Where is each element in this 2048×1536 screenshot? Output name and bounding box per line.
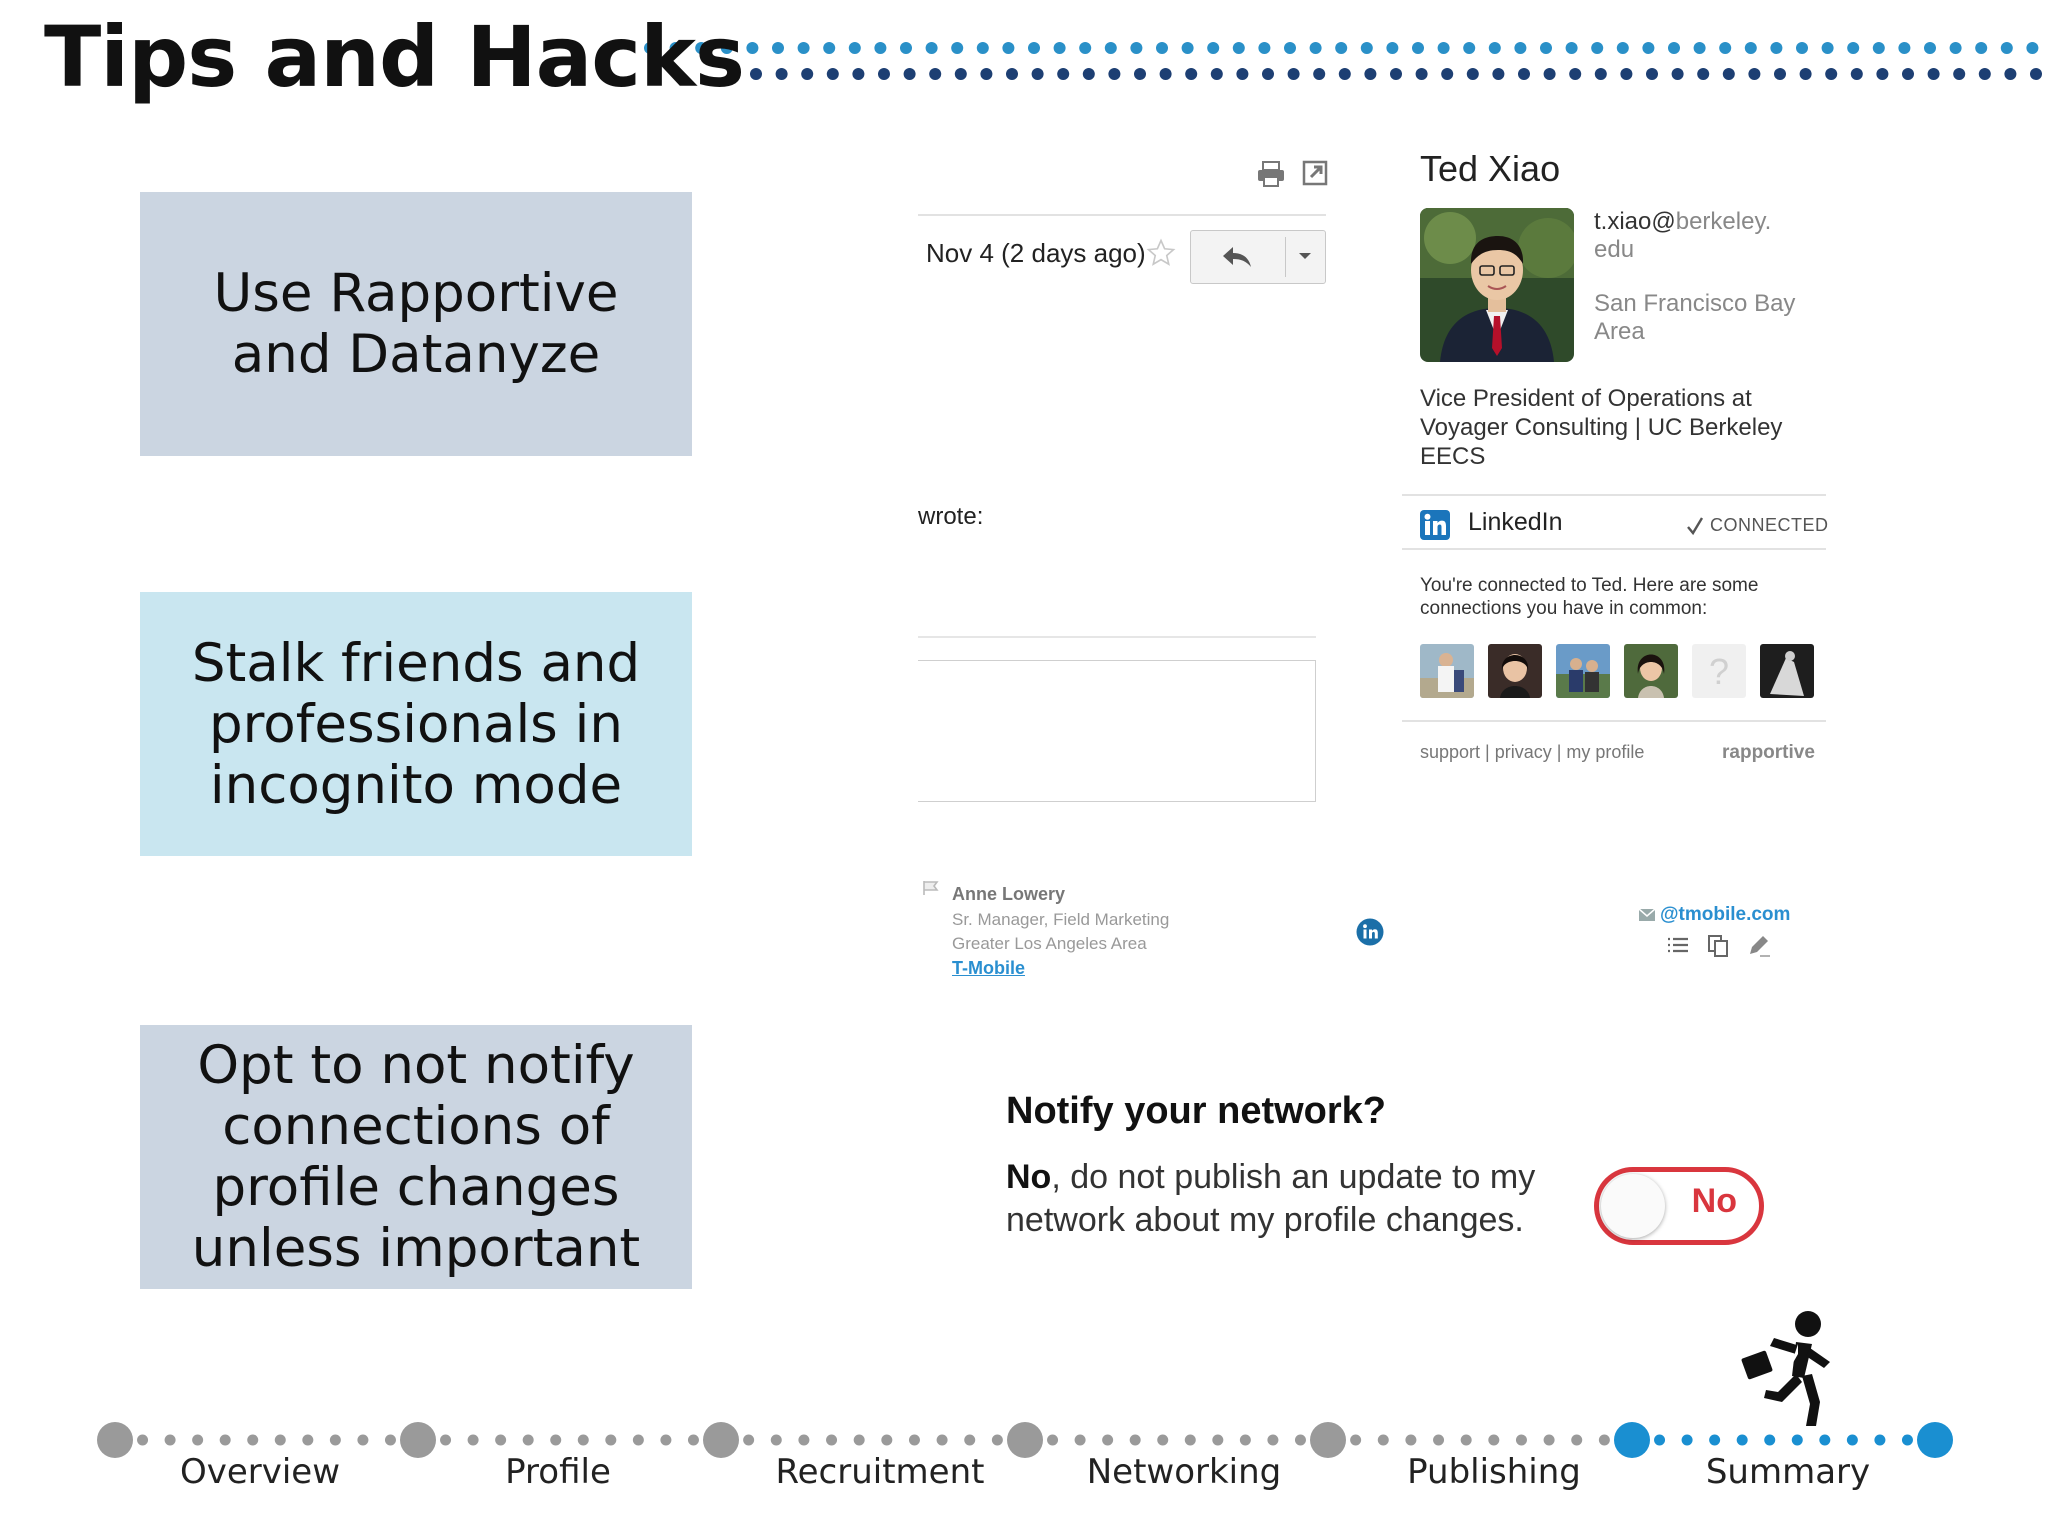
contact-location: Greater Los Angeles Area <box>952 934 1147 953</box>
header-dot <box>980 68 992 80</box>
tip-text: Use Rapportive and Datanyze <box>213 263 619 385</box>
nav-item-recruitment[interactable]: Recruitment <box>775 1452 985 1492</box>
connection-status: CONNECTED <box>1710 515 1829 535</box>
header-dot <box>1211 68 1223 80</box>
timeline-dot <box>1185 1435 1196 1446</box>
header-dot <box>1438 42 1450 54</box>
timeline-dot <box>1488 1435 1499 1446</box>
header-dot <box>1489 42 1501 54</box>
timeline-dot <box>1130 1435 1141 1446</box>
rapportive-brand[interactable]: rapportive <box>1722 742 1815 763</box>
header-dot <box>798 42 810 54</box>
header-dot <box>1540 42 1552 54</box>
header-dot <box>1851 68 1863 80</box>
header-dot <box>878 68 890 80</box>
contact-email[interactable] <box>1594 208 1771 264</box>
header-dot <box>1518 68 1530 80</box>
connection-avatar[interactable] <box>1760 644 1814 698</box>
email-date: Nov 4 (2 days ago) <box>926 238 1146 268</box>
header-dot <box>1770 42 1782 54</box>
company-link[interactable]: T-Mobile <box>952 958 1025 978</box>
copy-icon[interactable] <box>1706 934 1732 958</box>
timeline-dot <box>937 1435 948 1446</box>
header-dot <box>750 68 762 80</box>
header-dot <box>904 68 916 80</box>
contact-name: Anne Lowery <box>952 884 1066 904</box>
timeline-dot <box>1075 1435 1086 1446</box>
header-dot <box>1745 42 1757 54</box>
header-dot <box>852 68 864 80</box>
tip-notify <box>140 1025 692 1289</box>
timeline-node[interactable] <box>1310 1422 1346 1458</box>
timeline-node[interactable] <box>1007 1422 1043 1458</box>
header-dot <box>1390 68 1402 80</box>
timeline-dot <box>1544 1435 1555 1446</box>
header-dot <box>1924 42 1936 54</box>
header-dot <box>1185 68 1197 80</box>
timeline-dot <box>1433 1435 1444 1446</box>
timeline-dot <box>743 1435 754 1446</box>
timeline-dot <box>771 1435 782 1446</box>
header-dot <box>1950 42 1962 54</box>
header-dot <box>1646 68 1658 80</box>
header-dot <box>2030 68 2042 80</box>
header-dot <box>1079 42 1091 54</box>
email-tld: edu <box>1594 236 1635 263</box>
timeline-dot <box>1157 1435 1168 1446</box>
timeline-dot <box>1295 1435 1306 1446</box>
notify-heading: Notify your network? <box>1006 1090 1387 1132</box>
header-dot <box>1463 42 1475 54</box>
header-dot <box>1182 42 1194 54</box>
timeline-dot <box>660 1435 671 1446</box>
timeline-dot <box>192 1435 203 1446</box>
timeline-dot <box>330 1435 341 1446</box>
timeline-dot <box>1819 1435 1830 1446</box>
toggle-knob[interactable] <box>1601 1174 1665 1238</box>
timeline-dot <box>165 1435 176 1446</box>
email-quote-label: wrote: <box>918 503 984 530</box>
timeline-dot <box>1516 1435 1527 1446</box>
connection-avatar-placeholder[interactable] <box>1692 644 1746 698</box>
header-dot <box>1617 42 1629 54</box>
timeline-dot <box>1212 1435 1223 1446</box>
timeline-dot <box>881 1435 892 1446</box>
timeline-dot <box>578 1435 589 1446</box>
header-dot <box>1544 68 1556 80</box>
timeline-dot <box>468 1435 479 1446</box>
header-dot <box>900 42 912 54</box>
timeline-dot <box>302 1435 313 1446</box>
header-dot <box>1800 68 1812 80</box>
connection-avatar[interactable] <box>1556 644 1610 698</box>
check-icon <box>1686 516 1704 536</box>
timeline-dot <box>854 1435 865 1446</box>
timeline-dot <box>1764 1435 1775 1446</box>
header-dot <box>1719 42 1731 54</box>
header-dot <box>1975 42 1987 54</box>
header-dot <box>1083 68 1095 80</box>
timeline-dot <box>1240 1435 1251 1446</box>
timeline-dot <box>385 1435 396 1446</box>
header-dot <box>1032 68 1044 80</box>
header-dot <box>1953 68 1965 80</box>
connection-avatar[interactable] <box>1488 644 1542 698</box>
reply-textbox[interactable] <box>918 660 1316 802</box>
timeline-dot <box>357 1435 368 1446</box>
timeline-dot <box>1847 1435 1858 1446</box>
header-dot <box>1694 42 1706 54</box>
reply-button[interactable] <box>1190 230 1326 284</box>
header-dot <box>1258 42 1270 54</box>
nav-item-summary[interactable]: Summary <box>1705 1452 1871 1492</box>
timeline-dot <box>1405 1435 1416 1446</box>
header-dot <box>1492 68 1504 80</box>
panel-divider-2 <box>1402 548 1826 550</box>
contact-photo <box>1420 208 1574 362</box>
email-divider <box>918 214 1326 216</box>
timeline-dot <box>1654 1435 1665 1446</box>
header-dot <box>1591 42 1603 54</box>
list-icon[interactable] <box>1666 936 1692 958</box>
header-dot <box>874 42 886 54</box>
reply-separator <box>1285 237 1286 277</box>
common-connections-text: You're connected to Ted. Here are some connections you have in common: <box>1420 575 1759 619</box>
header-dot <box>1668 42 1680 54</box>
header-dot <box>1642 42 1654 54</box>
header-dot <box>1723 68 1735 80</box>
header-dot <box>849 42 861 54</box>
header-dot <box>2004 68 2016 80</box>
header-dot <box>1105 42 1117 54</box>
tip-incognito <box>140 592 692 856</box>
header-dot <box>1697 68 1709 80</box>
runner-icon <box>1738 1308 1842 1430</box>
header-dot <box>1134 68 1146 80</box>
header-dot <box>977 42 989 54</box>
timeline-dot <box>1047 1435 1058 1446</box>
header-dot <box>1412 42 1424 54</box>
header-dot <box>1898 42 1910 54</box>
timeline-node[interactable] <box>703 1422 739 1458</box>
header-dot <box>1796 42 1808 54</box>
header-dot <box>926 42 938 54</box>
slide-title: Tips and Hacks <box>44 8 744 106</box>
timeline-dot <box>1874 1435 1885 1446</box>
timeline-dot <box>633 1435 644 1446</box>
header-dot <box>1006 68 1018 80</box>
reply-icon <box>1221 245 1253 269</box>
timeline-dot <box>1461 1435 1472 1446</box>
header-dot <box>1748 68 1760 80</box>
header-dot <box>1873 42 1885 54</box>
timeline-dot <box>688 1435 699 1446</box>
email-divider-2 <box>918 636 1316 638</box>
mail-icon <box>1638 908 1656 922</box>
timeline-dot <box>909 1435 920 1446</box>
header-dot <box>1825 68 1837 80</box>
timeline-node[interactable] <box>97 1422 133 1458</box>
svg-text:?: ? <box>1708 651 1730 692</box>
notify-body: , do not publish an update to my network about my profile changes. <box>1006 1158 1536 1239</box>
header-dot <box>1620 68 1632 80</box>
linkedin-icon[interactable] <box>1420 510 1450 540</box>
header-dot <box>1928 68 1940 80</box>
nav-item-overview[interactable]: Overview <box>179 1452 341 1492</box>
header-dot <box>955 68 967 80</box>
header-dot <box>1569 68 1581 80</box>
toggle-label: No <box>1691 1182 1737 1220</box>
contact-location: San Francisco Bay Area <box>1594 290 1796 345</box>
header-dot <box>1236 68 1248 80</box>
header-dot <box>1672 68 1684 80</box>
header-dot <box>1847 42 1859 54</box>
header-dot <box>1130 42 1142 54</box>
header-dot <box>827 68 839 80</box>
header-dot <box>1902 68 1914 80</box>
header-dot <box>951 42 963 54</box>
dropdown-icon[interactable] <box>1297 251 1313 261</box>
timeline-dot <box>1267 1435 1278 1446</box>
tip-text: Opt to not notify connections of profile changes unless important <box>191 1035 641 1279</box>
header-dot <box>1774 68 1786 80</box>
panel-divider <box>1402 494 1826 496</box>
email-domain[interactable]: @tmobile.com <box>1660 904 1791 925</box>
timeline-dot <box>992 1435 1003 1446</box>
header-dot <box>1979 68 1991 80</box>
star-icon[interactable] <box>1146 238 1176 268</box>
timeline-dot <box>605 1435 616 1446</box>
header-dot <box>1595 68 1607 80</box>
header-dot <box>1156 42 1168 54</box>
email-user: t.xiao@ <box>1594 208 1676 235</box>
nav-item-networking[interactable]: Networking <box>1086 1452 1282 1492</box>
header-dot <box>1002 42 1014 54</box>
flag-icon <box>922 880 940 896</box>
header-dot <box>772 42 784 54</box>
header-dot <box>1160 68 1172 80</box>
rapportive-footer-links[interactable]: support | privacy | my profile <box>1420 742 1645 762</box>
tip-text: Stalk friends and professionals in incognito mode <box>191 632 641 816</box>
connection-avatar[interactable] <box>1624 644 1678 698</box>
header-dot <box>1514 42 1526 54</box>
timeline-dot <box>1571 1435 1582 1446</box>
linkedin-label[interactable]: LinkedIn <box>1468 508 1563 536</box>
timeline-dot <box>440 1435 451 1446</box>
timeline-dot <box>826 1435 837 1446</box>
header-dot <box>1108 68 1120 80</box>
panel-divider-3 <box>1402 720 1826 722</box>
timeline-node[interactable] <box>400 1422 436 1458</box>
header-dot <box>823 42 835 54</box>
contact-role: Sr. Manager, Field Marketing <box>952 910 1170 929</box>
header-dot <box>2026 42 2038 54</box>
header-dot <box>1054 42 1066 54</box>
header-dot <box>746 42 758 54</box>
connection-avatar[interactable] <box>1420 644 1474 698</box>
timeline-dot <box>550 1435 561 1446</box>
print-icon[interactable] <box>1256 160 1286 188</box>
timeline-dot <box>1792 1435 1803 1446</box>
header-dot <box>1467 68 1479 80</box>
timeline-dot <box>1378 1435 1389 1446</box>
timeline-dot <box>495 1435 506 1446</box>
header-dot <box>1364 68 1376 80</box>
header-dot <box>929 68 941 80</box>
notify-toggle[interactable] <box>1594 1167 1764 1245</box>
popout-icon[interactable] <box>1302 160 1328 186</box>
header-dot <box>1262 68 1274 80</box>
header-dot <box>801 68 813 80</box>
header-dot <box>1416 68 1428 80</box>
contact-job-title: Vice President of Operations at Voyager Consulting | UC Berkeley EECS <box>1420 385 1783 470</box>
header-dot <box>1335 42 1347 54</box>
timeline-dot <box>1599 1435 1610 1446</box>
header-dot <box>1313 68 1325 80</box>
timeline-dot <box>798 1435 809 1446</box>
linkedin-icon[interactable] <box>1356 918 1384 946</box>
timeline-dot <box>1102 1435 1113 1446</box>
header-dot <box>1386 42 1398 54</box>
header-dot <box>1207 42 1219 54</box>
timeline-dot <box>964 1435 975 1446</box>
tip-rapportive <box>140 192 692 456</box>
header-dot <box>1057 68 1069 80</box>
header-dot <box>1284 42 1296 54</box>
notify-description <box>1006 1156 1566 1242</box>
timeline-dot <box>1682 1435 1693 1446</box>
timeline-dot <box>1350 1435 1361 1446</box>
timeline-dot <box>1737 1435 1748 1446</box>
header-dot <box>1566 42 1578 54</box>
timeline-node[interactable] <box>1614 1422 1650 1458</box>
timeline-dot <box>1709 1435 1720 1446</box>
contact-name: Ted Xiao <box>1420 148 1561 189</box>
nav-item-publishing[interactable]: Publishing <box>1407 1452 1581 1492</box>
header-dot <box>1028 42 1040 54</box>
header-dot <box>1339 68 1351 80</box>
header-dot <box>2001 42 2013 54</box>
header-dot <box>1288 68 1300 80</box>
header-dot <box>1233 42 1245 54</box>
nav-item-profile[interactable]: Profile <box>505 1452 611 1492</box>
header-dot <box>1876 68 1888 80</box>
timeline-dot <box>275 1435 286 1446</box>
timeline-dot <box>523 1435 534 1446</box>
timeline-dot <box>137 1435 148 1446</box>
header-dot <box>1361 42 1373 54</box>
header-dot <box>1310 42 1322 54</box>
header-dot <box>1822 42 1834 54</box>
email-domain: berkeley. <box>1675 208 1772 235</box>
timeline-dot <box>220 1435 231 1446</box>
pencil-icon[interactable] <box>1746 934 1772 958</box>
timeline-node[interactable] <box>1917 1422 1953 1458</box>
header-dot <box>1441 68 1453 80</box>
timeline-dot <box>1902 1435 1913 1446</box>
header-dot <box>776 68 788 80</box>
timeline-dot <box>247 1435 258 1446</box>
notify-bold: No <box>1006 1158 1052 1196</box>
